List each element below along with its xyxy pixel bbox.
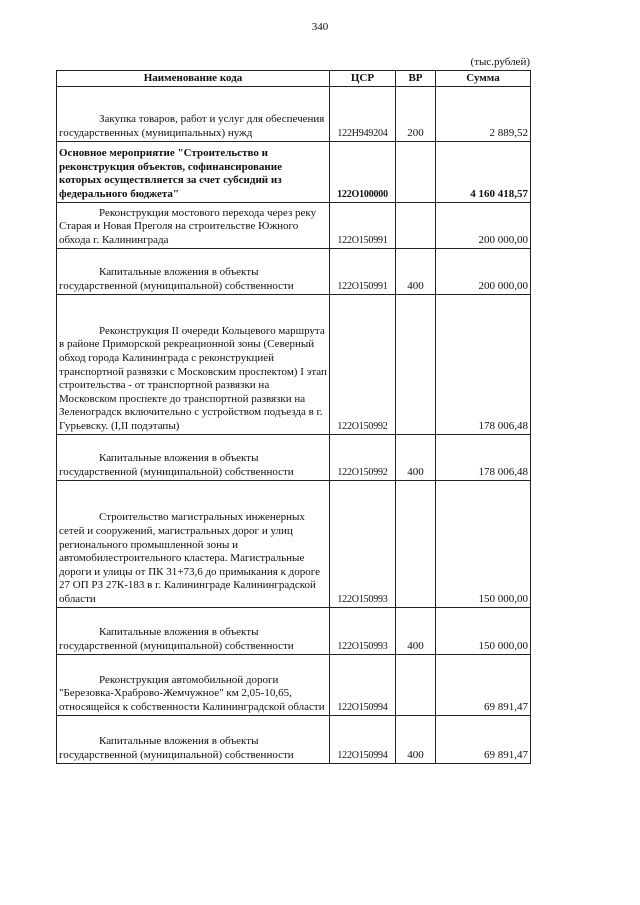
row-name: Капитальные вложения в объекты государственной (муниципальной) собственности (57, 248, 330, 294)
header-code: ЦСР (330, 71, 396, 87)
table-row (57, 248, 531, 294)
row-vr (396, 202, 436, 248)
row-vr: 400 (396, 434, 436, 480)
row-name: Реконструкция мостового перехода через реку Старая и Новая Преголя на строительстве Южного обхода г. Калининграда (57, 202, 330, 248)
row-code: 122O150991 (330, 248, 396, 294)
row-code: 122O150994 (330, 715, 396, 763)
budget-table (56, 70, 531, 764)
table-row (57, 294, 531, 434)
row-vr: 400 (396, 607, 436, 654)
table-row (57, 141, 531, 202)
row-name: Реконструкция автомобильной дороги "Березовка-Храброво-Жемчужное" км 2,05-10,65, относящейся к собственности Калининградской области (57, 654, 330, 715)
row-code: 122O150993 (330, 607, 396, 654)
row-name: Строительство магистральных инженерных сетей и сооружений, магистральных дорог и улиц регионального промышленной зоны и автомобилестроительного кластера. Магистральные дороги и улицы от ПК 31+73,6 до примыкания к дороге 27 ОП РЗ 27К-183 в г. Калининграде Калининградской области (57, 480, 330, 607)
row-vr: 400 (396, 248, 436, 294)
header-sum: Сумма (436, 71, 531, 87)
table-row (57, 202, 531, 248)
row-code: 122O100000 (330, 141, 396, 202)
header-name: Наименование кода (57, 71, 330, 87)
table-row (57, 86, 531, 141)
row-sum: 150 000,00 (436, 480, 531, 607)
table-row (57, 480, 531, 607)
row-vr: 200 (396, 86, 436, 141)
table-row (57, 715, 531, 763)
row-code: 122O150992 (330, 434, 396, 480)
row-sum: 150 000,00 (436, 607, 531, 654)
page-number: 340 (311, 21, 329, 33)
table-row (57, 434, 531, 480)
units-label: (тыс.рублей) (470, 56, 530, 68)
row-name: Капитальные вложения в объекты государственной (муниципальной) собственности (57, 434, 330, 480)
row-vr (396, 294, 436, 434)
row-code: 122O150994 (330, 654, 396, 715)
row-code: 122O150992 (330, 294, 396, 434)
table-row (57, 607, 531, 654)
row-vr (396, 480, 436, 607)
table-row (57, 654, 531, 715)
row-code: 122O150991 (330, 202, 396, 248)
row-sum: 178 006,48 (436, 294, 531, 434)
row-vr (396, 141, 436, 202)
header-vr: ВР (396, 71, 436, 87)
row-sum: 4 160 418,57 (436, 141, 531, 202)
row-name: Капитальные вложения в объекты государственной (муниципальной) собственности (57, 607, 330, 654)
row-sum: 200 000,00 (436, 202, 531, 248)
row-sum: 69 891,47 (436, 654, 531, 715)
row-vr (396, 654, 436, 715)
row-sum: 2 889,52 (436, 86, 531, 141)
row-sum: 69 891,47 (436, 715, 531, 763)
row-name: Реконструкция II очереди Кольцевого маршрута в районе Приморской рекреационной зоны (Северный обход города Калининграда с реконструкцией транспортной развязки с Московским проспектом) I этап строительства - от транспортной развязки на Московском проспекте до транспортной развязки на Зеленоградск включительно с устройством подъезда в г. Гурьевску. (I,II подэтапы) (57, 294, 330, 434)
row-name: Закупка товаров, работ и услуг для обеспечения государственных (муниципальных) нужд (57, 86, 330, 141)
row-name: Основное мероприятие "Строительство и реконструкция объектов, софинансирование которых осуществляется за счет субсидий из федерального бюджета" (57, 141, 330, 202)
row-code: 122O150993 (330, 480, 396, 607)
row-name: Капитальные вложения в объекты государственной (муниципальной) собственности (57, 715, 330, 763)
row-code: 122H949204 (330, 86, 396, 141)
row-sum: 200 000,00 (436, 248, 531, 294)
table-header-row (57, 71, 531, 87)
row-sum: 178 006,48 (436, 434, 531, 480)
row-vr: 400 (396, 715, 436, 763)
